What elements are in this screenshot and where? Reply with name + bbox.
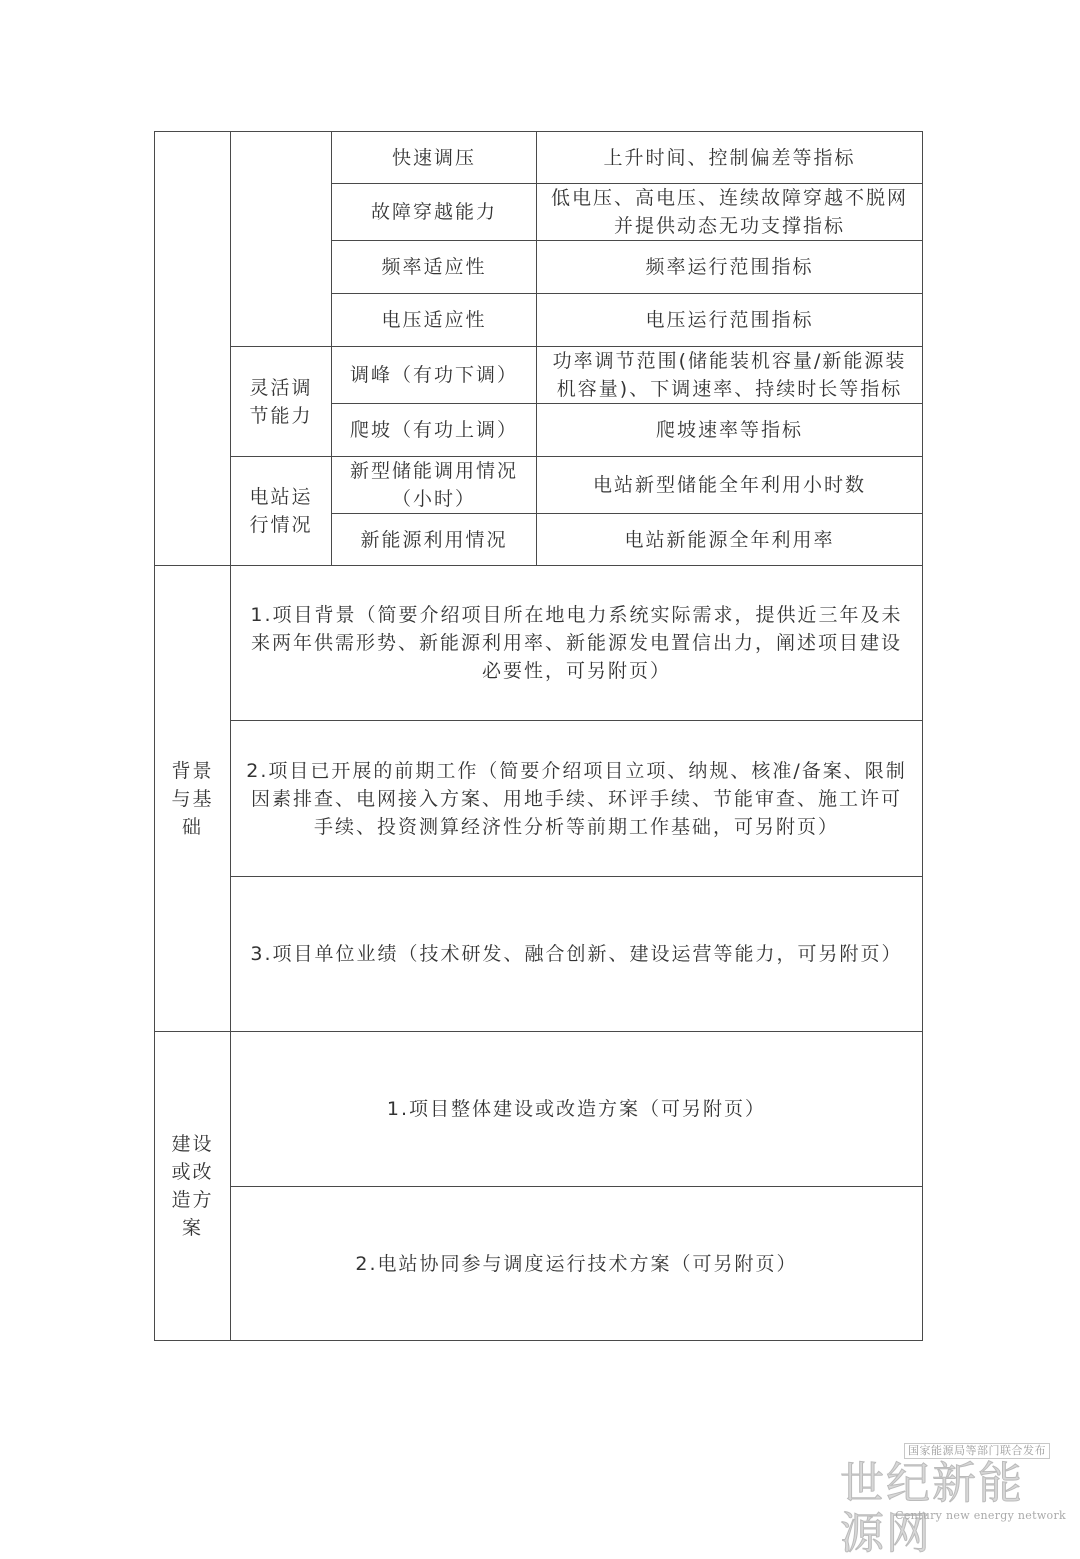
table-row bbox=[155, 132, 923, 184]
section-label-line: 建设 bbox=[171, 1133, 214, 1155]
category-line: 行情况 bbox=[249, 514, 313, 536]
section-label-line: 造方 bbox=[171, 1189, 214, 1211]
empty-section-cell bbox=[155, 132, 231, 566]
empty-category-cell bbox=[231, 132, 332, 347]
application-form-table bbox=[154, 131, 923, 1341]
category-cell bbox=[231, 347, 332, 457]
section-label-line: 或改 bbox=[171, 1161, 214, 1183]
paragraph-line: 来两年供需形势、新能源利用率、新能源发电置信出力，阐述项目建设 bbox=[250, 632, 902, 654]
table-row bbox=[155, 566, 923, 721]
table-row bbox=[155, 347, 923, 404]
paragraph-cell: 3.项目单位业绩（技术研发、融合创新、建设运营等能力，可另附页） bbox=[231, 877, 923, 1032]
indicator-line: 并提供动态无功支撑指标 bbox=[613, 215, 845, 237]
paragraph-line: 1.项目背景（简要介绍项目所在地电力系统实际需求，提供近三年及未 bbox=[250, 604, 903, 626]
indicator-cell: 电压运行范围指标 bbox=[537, 294, 923, 347]
category-line: 节能力 bbox=[249, 404, 313, 427]
paragraph-line: 手续、投资测算经济性分析等前期工作基础，可另附页） bbox=[313, 815, 839, 838]
watermark-caption: 国家能源局等部门联合发布 bbox=[904, 1443, 1050, 1459]
section-label-background bbox=[155, 566, 231, 1032]
section-label-line: 础 bbox=[181, 815, 203, 838]
section-label-line: 背景 bbox=[171, 759, 214, 782]
table-row bbox=[155, 1032, 923, 1187]
section-label-line: 与基 bbox=[171, 787, 214, 810]
watermark bbox=[840, 1437, 1080, 1559]
indicator-cell bbox=[537, 347, 923, 404]
section-label-line: 案 bbox=[181, 1217, 203, 1239]
watermark-english: Century new energy network bbox=[895, 1509, 1066, 1522]
indicator-cell: 电站新能源全年利用率 bbox=[537, 514, 923, 566]
indicator-cell: 爬坡速率等指标 bbox=[537, 404, 923, 457]
paragraph-cell: 1.项目整体建设或改造方案（可另附页） bbox=[231, 1032, 923, 1187]
category-cell bbox=[231, 457, 332, 566]
item-cell bbox=[332, 457, 537, 514]
item-cell: 新能源利用情况 bbox=[332, 514, 537, 566]
item-cell: 电压适应性 bbox=[332, 294, 537, 347]
paragraph-cell: 2.电站协同参与调度运行技术方案（可另附页） bbox=[231, 1187, 923, 1341]
paragraph-cell bbox=[231, 721, 923, 877]
item-line: 新型储能调用情况 bbox=[349, 460, 518, 482]
watermark-logo-text: 世纪新能源网 bbox=[840, 1458, 1024, 1559]
item-cell: 故障穿越能力 bbox=[332, 184, 537, 241]
indicator-line: 功率调节范围(储能装机容量/新能源装 bbox=[552, 350, 907, 372]
paragraph-line: 必要性，可另附页） bbox=[481, 660, 671, 682]
indicator-cell: 频率运行范围指标 bbox=[537, 241, 923, 294]
item-line: （小时） bbox=[391, 488, 476, 510]
table-row bbox=[155, 877, 923, 1032]
section-label-plan bbox=[155, 1032, 231, 1341]
table-row bbox=[155, 1187, 923, 1341]
paragraph-line: 因素排查、电网接入方案、用地手续、环评手续、节能审查、施工许可 bbox=[250, 787, 902, 810]
paragraph-line: 2.项目已开展的前期工作（简要介绍项目立项、纳规、核准/备案、限制 bbox=[246, 759, 907, 782]
indicator-cell: 上升时间、控制偏差等指标 bbox=[537, 132, 923, 184]
item-cell: 调峰（有功下调） bbox=[332, 347, 537, 404]
category-line: 灵活调 bbox=[249, 376, 313, 399]
item-cell: 频率适应性 bbox=[332, 241, 537, 294]
indicator-line: 低电压、高电压、连续故障穿越不脱网 bbox=[550, 187, 908, 209]
table-row bbox=[155, 457, 923, 514]
indicator-cell bbox=[537, 184, 923, 241]
indicator-line: 机容量)、下调速率、持续时长等指标 bbox=[556, 378, 903, 400]
paragraph-cell bbox=[231, 566, 923, 721]
table-row bbox=[155, 721, 923, 877]
item-cell: 快速调压 bbox=[332, 132, 537, 184]
item-cell: 爬坡（有功上调） bbox=[332, 404, 537, 457]
category-line: 电站运 bbox=[249, 486, 313, 508]
indicator-cell: 电站新型储能全年利用小时数 bbox=[537, 457, 923, 514]
